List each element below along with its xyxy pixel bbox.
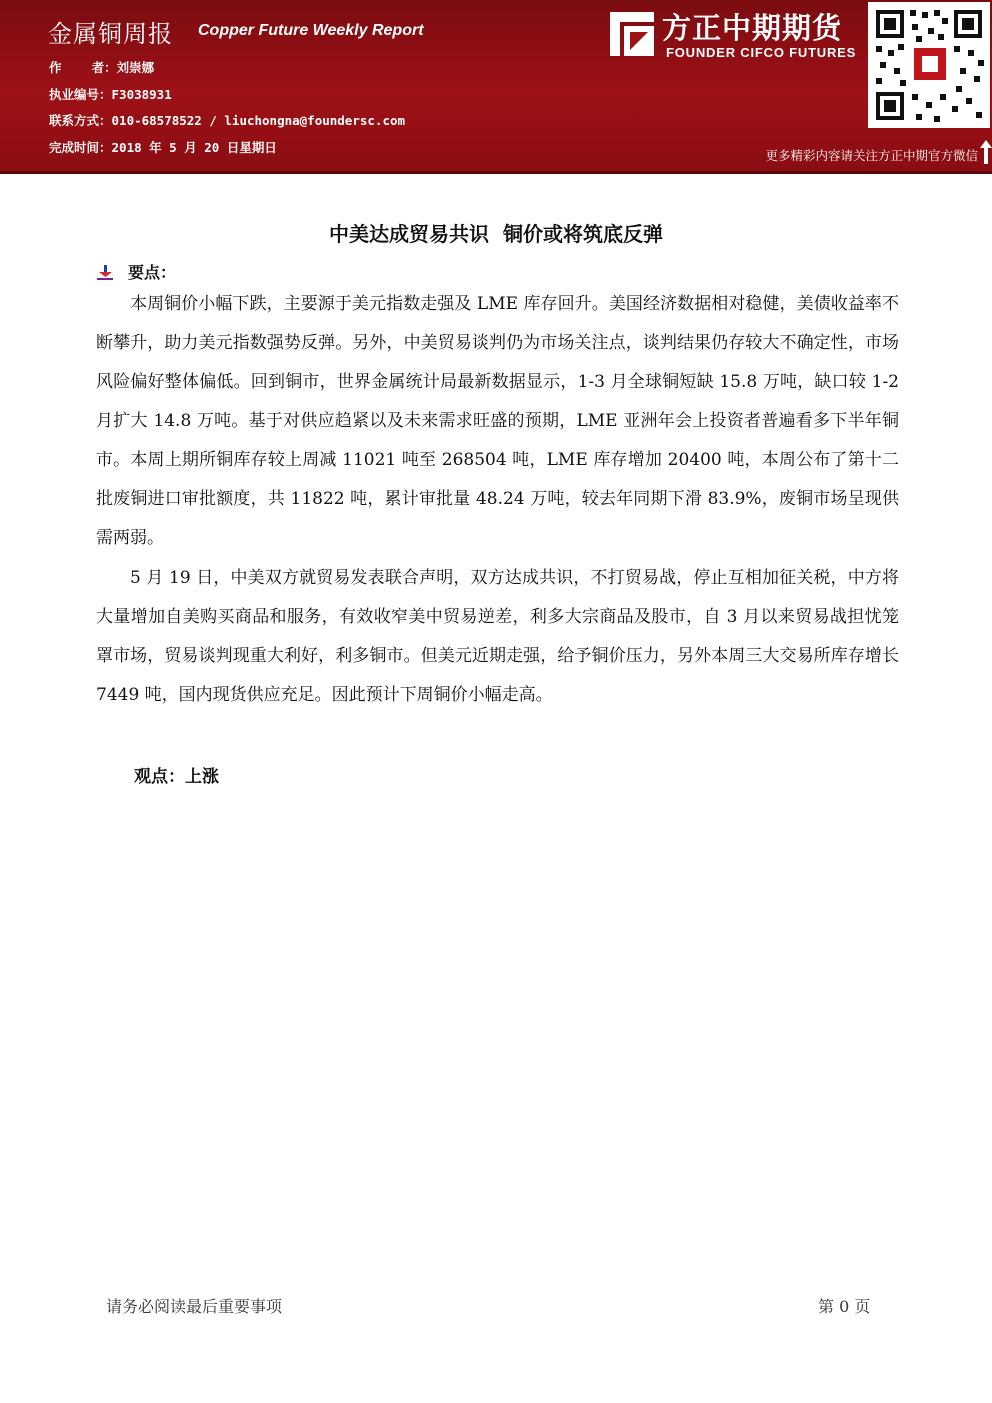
summary-paragraph-2: 5 月 19 日，中美双方就贸易发表联合声明，双方达成共识，不打贸易战，停止互相加征关税，中方将大量增加自美购买商品和服务，有效收窄美中贸易逆差，利多大宗商品及股市，自 3 月以来贸易战担忧笼罩市场，贸易谈判现重大利好，利多铜市。但美元近期走强，给予铜价压力，另外本周三大交易所库存增长 7449 吨，国内现货供应充足。因此预计下周铜价小幅走高。	[96, 568, 899, 705]
license-label: 执业编号：	[49, 87, 112, 102]
founder-logo-icon	[610, 12, 654, 56]
arrow-up-icon	[980, 140, 992, 164]
license-line	[49, 85, 172, 103]
date-label: 完成时间：	[49, 140, 112, 155]
page-number: 第 0 页	[818, 1297, 871, 1316]
view-line	[134, 762, 219, 787]
follow-wechat-text: 更多精彩内容请关注方正中期官方微信	[765, 148, 978, 163]
author-line	[49, 58, 154, 76]
report-header-banner	[0, 0, 992, 174]
author-name: 刘崇娜	[116, 60, 155, 75]
date-line	[49, 138, 277, 156]
author-label: 作 者：	[49, 60, 117, 75]
brand-name-cn: 方正中期期货	[662, 11, 843, 45]
footer-notice: 请务必阅读最后重要事项	[106, 1297, 283, 1316]
document-title: 中美达成贸易共识 铜价或将筑底反弹	[329, 222, 663, 246]
wechat-qr-code-icon	[868, 2, 990, 128]
view-label: 观点：	[134, 767, 185, 787]
completion-date: 2018 年 5 月 20 日星期日	[111, 140, 277, 155]
contact-info: 010-68578522 / liuchongna@foundersc.com	[111, 113, 406, 128]
report-title-en: Copper Future Weekly Report	[198, 22, 424, 39]
bullet-arrow-icon	[96, 263, 114, 281]
view-value: 上涨	[185, 767, 219, 787]
contact-line	[49, 111, 405, 129]
license-number: F3038931	[111, 87, 172, 102]
brand-name-en: FOUNDER CIFCO FUTURES	[666, 45, 857, 60]
report-title-cn: 金属铜周报	[48, 20, 173, 48]
key-points-label: 要点：	[128, 263, 177, 282]
contact-label: 联系方式：	[49, 113, 112, 128]
key-points-heading	[96, 260, 176, 283]
summary-paragraph-1: 本周铜价小幅下跌，主要源于美元指数走强及 LME 库存回升。美国经济数据相对稳健，美债收益率不断攀升，助力美元指数强势反弹。另外，中美贸易谈判仍为市场关注点，谈判结果仍存较大不确定性，市场风险偏好整体偏低。回到铜市，世界金属统计局最新数据显示，1-3 月全球铜短缺 15.8 万吨，缺口较 1-2 月扩大 14.8 万吨。基于对供应趋紧以及未来需求旺盛的预期，LME 亚洲年会上投资者普遍看多下半年铜市。本周上期所铜库存较上周减 11021 吨至 268504 吨，LME 库存增加 20400 吨，本周公布了第十二批废铜进口审批额度，共 11822 吨，累计审批量 48.24 万吨，较去年同期下滑 83.9%，废铜市场呈现供需两弱。	[96, 294, 899, 548]
